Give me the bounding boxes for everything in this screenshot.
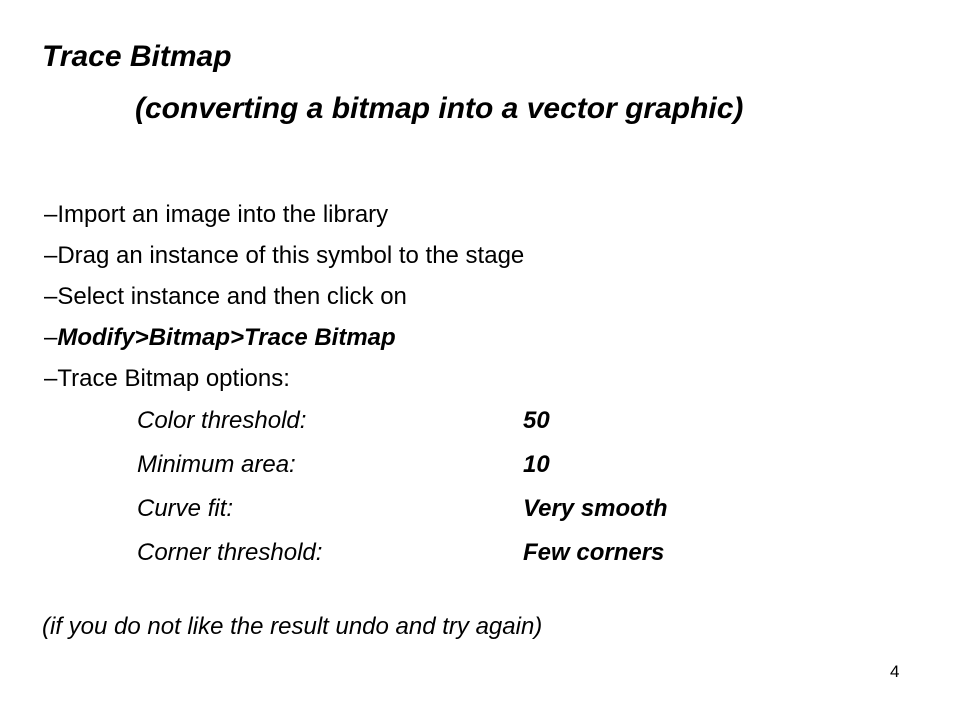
retry-note: (if you do not like the result undo and try again) [42,613,543,640]
option-row [137,531,665,575]
step-item: –Import an image into the library [44,201,389,228]
options-list [137,399,668,575]
option-label: Curve fit: [137,495,234,522]
option-value: 10 [523,451,550,478]
option-row [137,399,550,443]
step-item: –Select instance and then click on [44,283,407,310]
slide-subtitle: (converting a bitmap into a vector graphic) [135,92,744,125]
option-value: Few corners [523,539,665,566]
option-row [137,487,668,531]
menu-path-item [44,317,524,358]
menu-path-dash: – [44,324,58,351]
slide-title: Trace Bitmap [42,40,232,73]
option-label: Color threshold: [137,407,307,434]
page-number: 4 [890,662,900,681]
option-row [137,443,550,487]
option-label: Corner threshold: [137,539,323,566]
option-label: Minimum area: [137,451,296,478]
options-heading: –Trace Bitmap options: [44,365,290,392]
option-value: Very smooth [523,495,668,522]
option-value: 50 [523,407,550,434]
step-item: –Drag an instance of this symbol to the stage [44,242,525,269]
steps-list [44,194,524,399]
menu-path-text: Modify>Bitmap>Trace Bitmap [57,324,396,351]
